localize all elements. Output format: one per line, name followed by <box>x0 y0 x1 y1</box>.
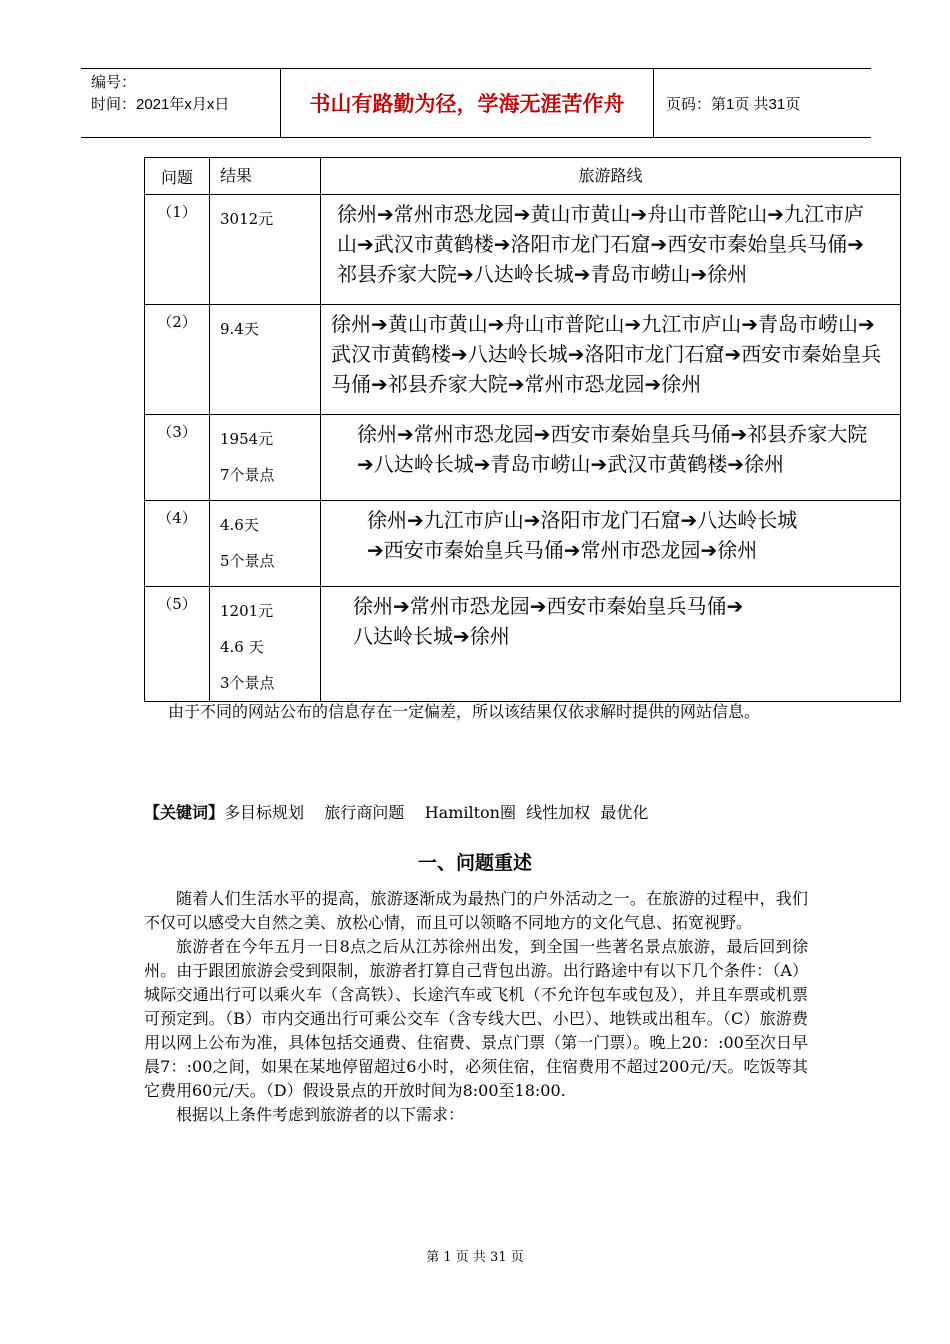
result-line: 9.4天 <box>220 320 259 338</box>
page-header <box>81 68 871 138</box>
result-line: 1954元 <box>220 430 274 448</box>
page-footer: 第 1 页 共 31 页 <box>426 1250 524 1265</box>
result-line: 5个景点 <box>220 552 275 570</box>
row-route: 徐州➔常州市恐龙园➔西安市秦始皇兵马俑➔八达岭长城➔徐州 <box>321 587 901 702</box>
table-row <box>145 195 901 305</box>
result-line: 7个景点 <box>220 466 275 484</box>
table-header-row <box>145 158 901 195</box>
motto: 书山有路勤为径，学海无涯苦作舟 <box>281 69 654 137</box>
page-label: 页码：第1页 共31页 <box>666 95 801 113</box>
result-line: 1201元 <box>220 602 274 620</box>
paragraph: 旅游者在今年五月一日8点之后从江苏徐州出发，到全国一些著名景点旅游，最后回到徐州。由于跟团旅游会受到限制，旅游者打算自己背包出游。出行路途中有以下几个条件：（A）城际交通出行可以乘火车（含高铁）、长途汽车或飞机（不允许包车或包及），并且车票或机票可预定到。（B）市内交通出行可乘公交车（含专线大巴、小巴）、地铁或出租车。（C）旅游费用以网上公布为准，具体包括交通费、住宿费、景点门票（第一门票）。晚上20：:00至次日早晨7：:00之间，如果在某地停留超过6小时，必须住宿，住宿费用不超过200元/天。吃饭等其它费用60元/天。（D）假设景点的开放时间为8:00至18:00. <box>144 937 808 1100</box>
row-question: （1） <box>145 195 210 305</box>
row-question: （5） <box>145 587 210 702</box>
header-result: 结果 <box>210 158 321 195</box>
row-question: （3） <box>145 415 210 501</box>
row-route: 徐州➔常州市恐龙园➔黄山市黄山➔舟山市普陀山➔九江市庐山➔武汉市黄鹤楼➔洛阳市龙门石窟➔西安市秦始皇兵马俑➔祁县乔家大院➔八达岭长城➔青岛市崂山➔徐州 <box>321 195 901 305</box>
header-left-cell <box>81 69 281 137</box>
table-row <box>145 501 901 587</box>
row-question: （2） <box>145 305 210 415</box>
row-route: 徐州➔黄山市黄山➔舟山市普陀山➔九江市庐山➔青岛市崂山➔武汉市黄鹤楼➔八达岭长城➔洛阳市龙门石窟➔西安市秦始皇兵马俑➔祁县乔家大院➔常州市恐龙园➔徐州 <box>321 305 901 415</box>
table-row <box>145 587 901 702</box>
body-text <box>144 887 808 1127</box>
row-question: （4） <box>145 501 210 587</box>
row-route: 徐州➔九江市庐山➔洛阳市龙门石窟➔八达岭长城➔西安市秦始皇兵马俑➔常州市恐龙园➔徐州 <box>321 501 901 587</box>
paragraph: 随着人们生活水平的提高，旅游逐渐成为最热门的户外活动之一。在旅游的过程中，我们不仅可以感受大自然之美、放松心情，而且可以领略不同地方的文化气息、拓宽视野。 <box>144 889 808 932</box>
header-route: 旅游路线 <box>321 158 901 195</box>
number-label: 编号： <box>91 74 137 91</box>
note-text: 由于不同的网站公布的信息存在一定偏差，所以该结果仅依求解时提供的网站信息。 <box>168 702 761 721</box>
row-result <box>210 415 321 501</box>
row-result <box>210 501 321 587</box>
row-route: 徐州➔常州市恐龙园➔西安市秦始皇兵马俑➔祁县乔家大院➔八达岭长城➔青岛市崂山➔武汉市黄鹤楼➔徐州 <box>321 415 901 501</box>
keywords <box>144 800 648 823</box>
paragraph: 根据以上条件考虑到旅游者的以下需求： <box>176 1105 465 1124</box>
result-line: 4.6天 <box>220 516 259 534</box>
result-line: 4.6 天 <box>220 638 264 656</box>
result-line: 3个景点 <box>220 674 275 692</box>
table-row <box>145 415 901 501</box>
row-result <box>210 587 321 702</box>
row-result <box>210 305 321 415</box>
table-row <box>145 305 901 415</box>
route-table <box>144 157 901 702</box>
table-note <box>144 692 808 732</box>
keywords-label: 【关键词】 <box>144 803 225 822</box>
result-line: 3012元 <box>220 210 274 228</box>
time-label: 时间：2021年x月x日 <box>91 96 230 113</box>
header-question: 问题 <box>145 158 210 195</box>
keywords-text: 多目标规划 旅行商问题 Hamilton圈 线性加权 最优化 <box>224 803 649 822</box>
row-result <box>210 195 321 305</box>
section-title: 一、问题重述 <box>417 852 532 874</box>
